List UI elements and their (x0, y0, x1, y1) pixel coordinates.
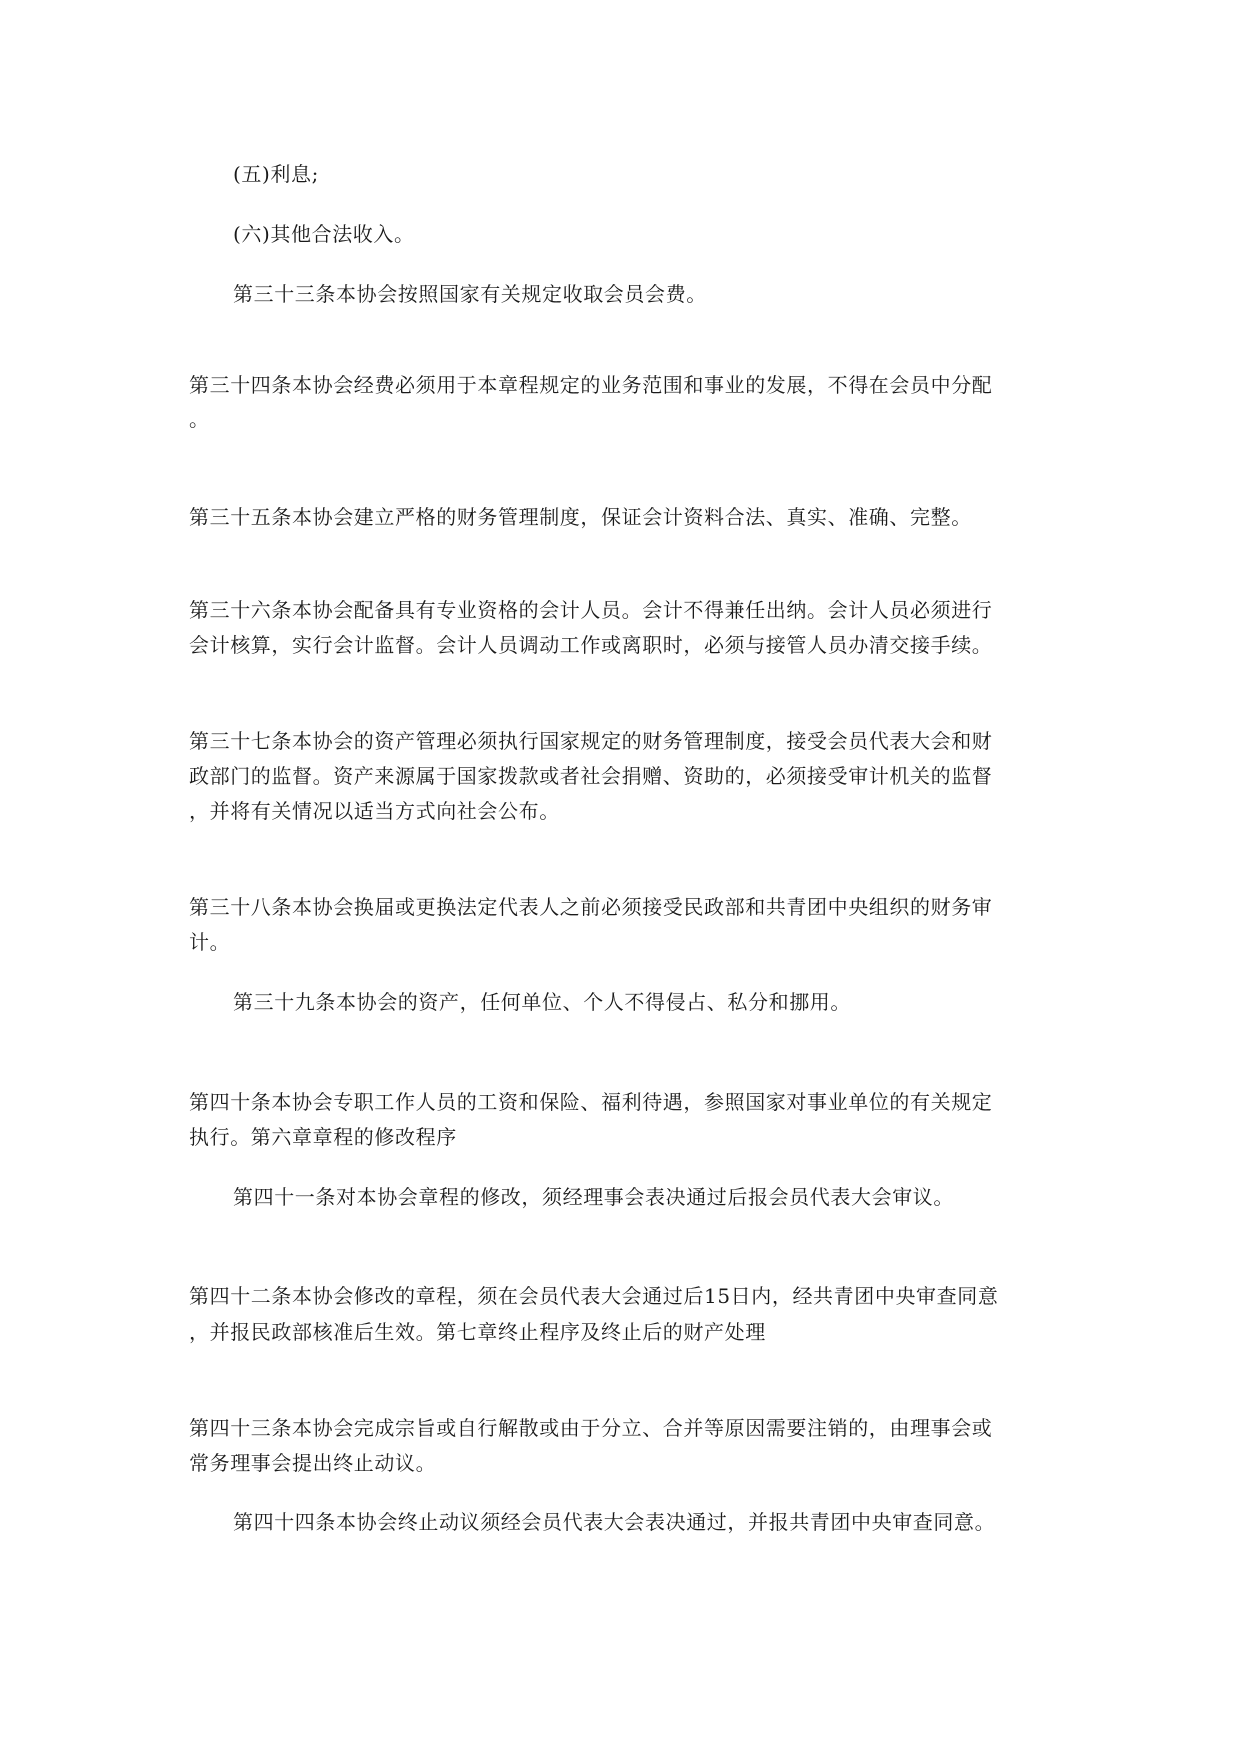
text-line: 执行。第六章章程的修改程序 (189, 1125, 457, 1149)
text-line: 第四十条本协会专职工作人员的工资和保险、福利待遇，参照国家对事业单位的有关规定 (189, 1090, 993, 1114)
text-line: (六)其他合法收入。 (233, 222, 415, 246)
text-line: 第四十一条对本协会章程的修改，须经理事会表决通过后报会员代表大会审议。 (233, 1185, 954, 1209)
text-line: 常务理事会提出终止动议。 (189, 1451, 437, 1475)
text-line: 计。 (189, 930, 231, 954)
text-line: 第三十四条本协会经费必须用于本章程规定的业务范围和事业的发展，不得在会员中分配 (189, 373, 993, 397)
text-line: 第三十八条本协会换届或更换法定代表人之前必须接受民政部和共青团中央组织的财务审 (189, 895, 993, 919)
text-line: 第三十七条本协会的资产管理必须执行国家规定的财务管理制度，接受会员代表大会和财 (189, 729, 993, 753)
text-line: 第三十九条本协会的资产，任何单位、个人不得侵占、私分和挪用。 (233, 990, 851, 1014)
text-line: 第三十五条本协会建立严格的财务管理制度，保证会计资料合法、真实、准确、完整。 (189, 505, 972, 529)
text-line: 第四十二条本协会修改的章程，须在会员代表大会通过后15日内，经共青团中央审查同意 (189, 1284, 999, 1308)
text-line: 第四十三条本协会完成宗旨或自行解散或由于分立、合并等原因需要注销的，由理事会或 (189, 1416, 993, 1440)
text-line: 第四十四条本协会终止动议须经会员代表大会表决通过，并报共青团中央审查同意。 (233, 1510, 996, 1534)
text-line: 第三十三条本协会按照国家有关规定收取会员会费。 (233, 282, 707, 306)
text-line: 会计核算，实行会计监督。会计人员调动工作或离职时，必须与接管人员办清交接手续。 (189, 633, 993, 657)
text-line: 政部门的监督。资产来源属于国家拨款或者社会捐赠、资助的，必须接受审计机关的监督 (189, 764, 993, 788)
text-line: (五)利息; (233, 162, 319, 186)
text-line: 。 (189, 407, 210, 431)
text-line: ，并报民政部核准后生效。第七章终止程序及终止后的财产处理 (189, 1320, 766, 1344)
text-line: 第三十六条本协会配备具有专业资格的会计人员。会计不得兼任出纳。会计人员必须进行 (189, 598, 993, 622)
text-line: ，并将有关情况以适当方式向社会公布。 (189, 799, 560, 823)
